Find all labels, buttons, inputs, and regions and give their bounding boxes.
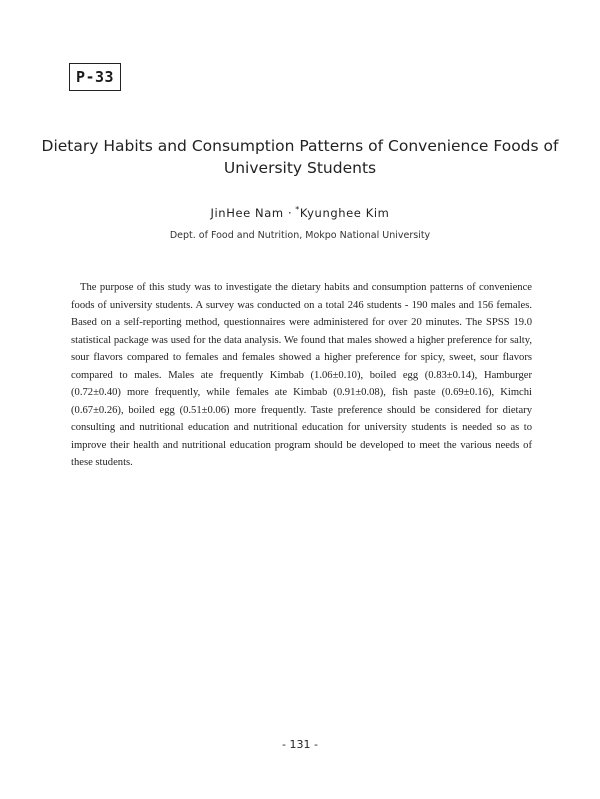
- author-line: [0, 205, 600, 220]
- poster-id-badge: P-33: [69, 63, 121, 91]
- paper-title: Dietary Habits and Consumption Patterns of Convenience Foods of University Students: [41, 137, 559, 177]
- page-number: - 131 -: [282, 738, 318, 751]
- abstract-body: The purpose of this study was to investigate the dietary habits and consumption patterns of convenience foods of university students. A survey was conducted on a total 246 students - 190 males and 156 females. Based on a self-reporting method, questionnaires were administered for over 20 minutes. The SPSS 19.0 statistical package was used for the data analysis. We found that males showed a higher preference for salty, sour flavors compared to females and females showed a higher preference for spicy, sweet, sour flavors compared to males. Males ate frequently Kimbab (1.06±0.10), boiled egg (0.83±0.14), Hamburger (0.72±0.40) more frequently, while females ate Kimbab (0.91±0.08), fish paste (0.69±0.16), Kimchi (0.67±0.26), boiled egg (0.51±0.06) more frequently. Taste preference should be considered for dietary consulting and nutritional education and nutritional education for university students is needed so as to improve their health and nutritional education program should be developed to meet the various needs of these students.: [71, 282, 532, 468]
- affiliation: Dept. of Food and Nutrition, Mokpo National University: [169, 230, 431, 241]
- corresponding-author-mark: *: [295, 205, 300, 214]
- author-first: JinHee Nam: [210, 206, 284, 220]
- author-separator: ·: [287, 206, 293, 220]
- author-second: Kyunghee Kim: [299, 206, 390, 220]
